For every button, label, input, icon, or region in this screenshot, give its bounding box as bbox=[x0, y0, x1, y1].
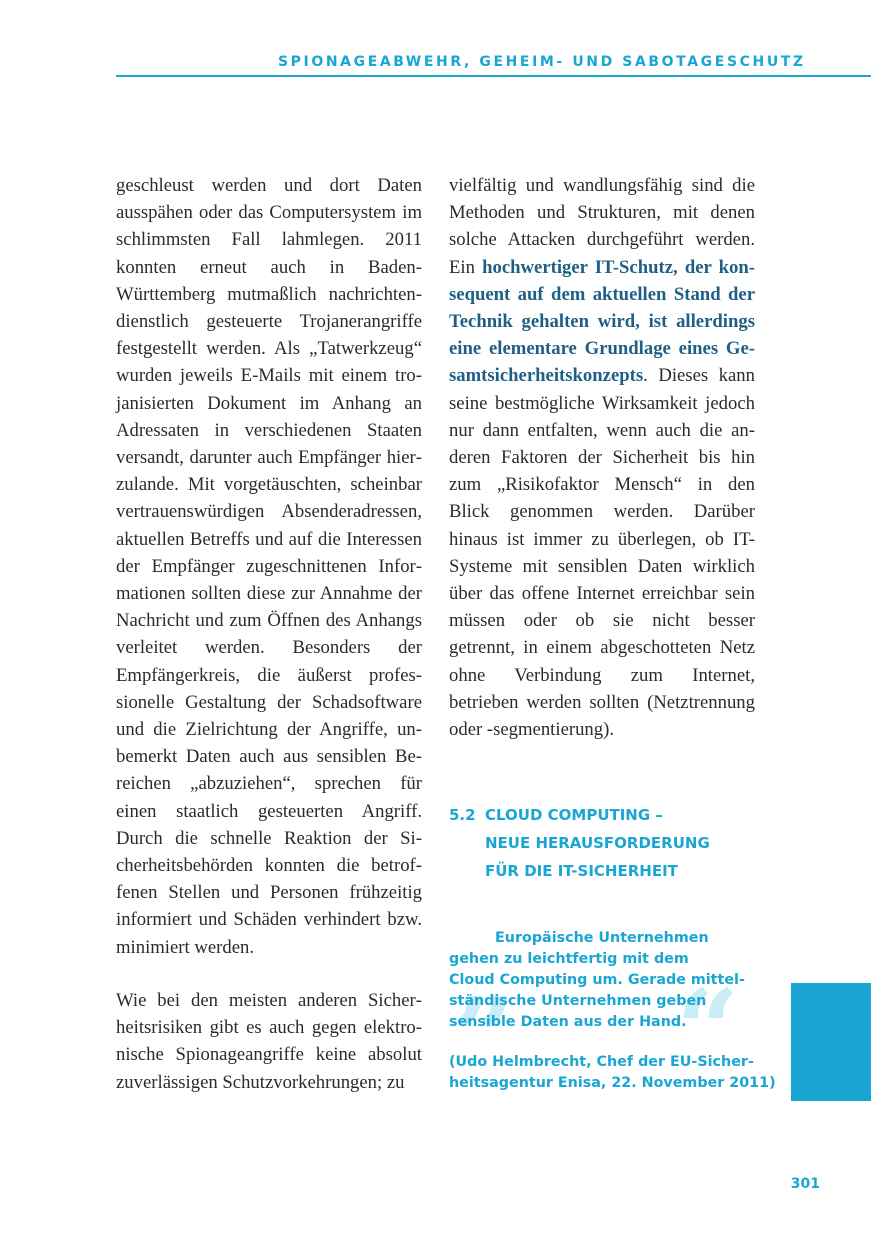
section-title-line: FÜR DIE IT-SICHERHEIT bbox=[485, 862, 678, 880]
page-number: 301 bbox=[790, 1176, 820, 1192]
header-rule bbox=[116, 75, 871, 77]
quote-line: Europäische Unternehmen bbox=[495, 930, 709, 946]
section-title-line: CLOUD COMPUTING – bbox=[485, 806, 663, 824]
quote-line: sensible Daten aus der Hand. bbox=[449, 1014, 687, 1030]
left-paragraph-1: geschleust werden und dort Daten ausspähen oder das Computersystem im schlimmsten Fall lahmlegen. 2011 konnten erneut auch in Baden-Württemberg mutmaßlich nachrichtendienstlich gesteuerte Trojanerangriffe festgestellt werden. Als „Tatwerkzeug“ wurden jeweils E-Mails mit einem trojanisierten Dokument im Anhang an Adressaten in verschiedenen Staaten versandt, darunter auch Empfänger hierzulande. Mit vorgetäuschten, scheinbar vertrauenswürdigen Absenderadressen, aktuellen Betreffs und auf die Interessen der Empfänger zugeschnittenen Informationen sollten diese zur Annahme der Nachricht und zum Öffnen des Anhangs verleitet werden. Besonders der Empfängerkreis, die äußerst professionelle Gestaltung der Schadsoftware und die Zielrichtung der Angriffe, unbemerkt Daten auch aus sensiblen Bereichen „abzuziehen“, sprechen für einen staatlich gesteuerten Angriff. Durch die schnelle Reaktion der Sicherheitsbehörden konnten die betroffenen Stellen und Personen frühzeitig informiert und Schäden verhindert bzw. minimiert werden. bbox=[116, 175, 422, 958]
quote-line: ständische Unternehmen geben bbox=[449, 993, 707, 1009]
highlighted-statement: hochwertiger IT-Schutz, der konsequent auf dem aktuellen Stand der Technik gehalten wird, ist allerdings eine elementare Grundlage eines Gesamtsicherheitskonzepts bbox=[449, 256, 755, 387]
attribution-line: heitsagentur Enisa, 22. November 2011) bbox=[449, 1075, 776, 1091]
quote-line: gehen zu leichtfertig mit dem bbox=[449, 951, 689, 967]
section-heading bbox=[449, 801, 789, 885]
pull-quote bbox=[449, 928, 779, 1033]
quote-line: Cloud Computing um. Gerade mittel- bbox=[449, 972, 745, 988]
right-text-before: vielfältig und wandlungsfähig sind die Methoden und Strukturen, mit denen solche Attacken durchgeführt werden. Ein bbox=[449, 175, 755, 278]
close-quote-mark-icon: “ bbox=[676, 965, 740, 1094]
section-title bbox=[485, 801, 789, 885]
quote-attribution bbox=[449, 1052, 789, 1094]
right-column bbox=[449, 172, 755, 743]
right-text-after: . Dieses kann seine bestmögliche Wirksamkeit jedoch nur dann entfalten, wenn auch die anderen Faktoren der Sicherheit bis hin zum „Risikofaktor Mensch“ in den Blick genommen werden. Darüber hinaus ist immer zu überlegen, ob IT-Systeme mit sensiblen Daten wirklich über das offene Internet erreichbar sein müssen oder ob sie nicht besser getrennt, in einem abgeschotteten Netz ohne Verbindung zum Internet, betrieben werden sollten (Netztrennung oder -segmentierung). bbox=[449, 365, 755, 741]
attribution-line: (Udo Helmbrecht, Chef der EU-Sicher- bbox=[449, 1054, 754, 1070]
left-column bbox=[116, 172, 422, 1096]
left-paragraph-2: Wie bei den meisten anderen Sicherheitsrisiken gibt es auch gegen elektronische Spionageangriffe keine absolut zuverlässigen Schutzvorkehrungen; zu bbox=[116, 989, 422, 1093]
running-head-title: SPIONAGEABWEHR, GEHEIM- UND SABOTAGESCHUTZ bbox=[278, 54, 806, 70]
right-paragraph bbox=[449, 172, 755, 743]
section-title-line: NEUE HERAUSFORDERUNG bbox=[485, 834, 710, 852]
side-color-block bbox=[791, 983, 871, 1101]
open-quote-mark-icon: „ bbox=[454, 910, 518, 1039]
section-number: 5.2 bbox=[449, 806, 476, 824]
